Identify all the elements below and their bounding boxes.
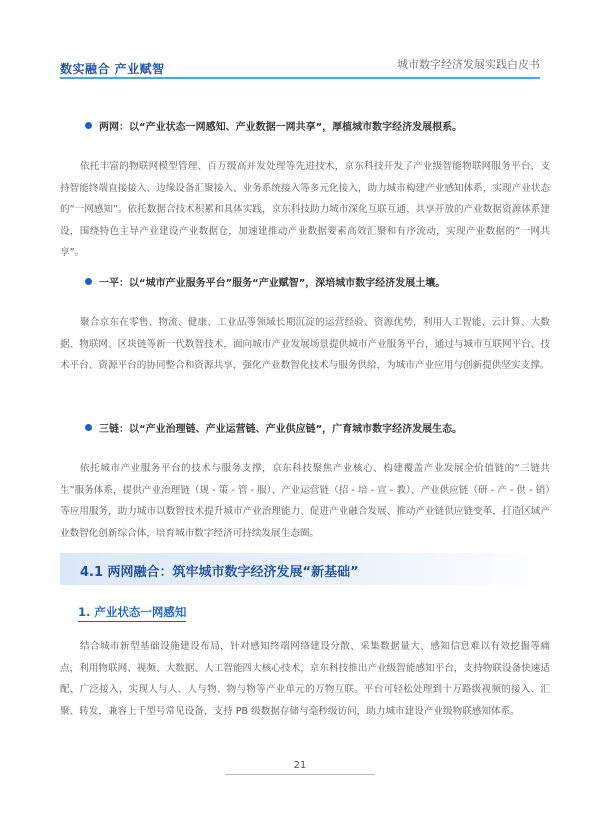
header-divider <box>60 77 540 79</box>
footer-divider <box>225 774 375 775</box>
chapter-title-band <box>60 553 550 585</box>
section-heading <box>60 276 550 292</box>
section-heading <box>60 120 550 136</box>
section-paragraph: 聚合京东在零售、物流、健康、工业品等领域长期沉淀的运营经验、资源优势，利用人工智能、云计算、大数据、物联网、区块链等新一代数智技术，面向城市产业发展场景提供城市产业服务平台，通过与城市互联网平台、技术平台、资源平台的协同整合和资源共享，强化产业数智化技术与服务供给，为城市产业应用与创新提供坚实支撑。 <box>60 317 550 371</box>
subsection-body <box>60 636 550 722</box>
section-one-platform <box>60 276 550 377</box>
page-number: 21 <box>293 760 307 771</box>
section-paragraph: 依托城市产业服务平台的技术与服务支撑，京东科技聚焦产业核心、构建覆盖产业发展全价值链的“三链共生”服务体系，提供产业治理链（规 - 策 - 管 - 服）、产业运营链（招 - 培 - 宣 - 教）、产业供应链（研 - 产 - 供 - 销）等应用服务，助力城市以数智技术提升城市产业治理能力、促进产业融合发展、推动产业链供应链变革，打造区域产业数智化创新综合体，培育城市数字经济可持续发展生态圈。 <box>60 463 550 539</box>
section-three-chains <box>60 422 550 544</box>
section-heading-text: 两网：以“产业状态一网感知、产业数据一网共享”，厚植城市数字经济发展根系。 <box>99 122 463 133</box>
section-heading <box>60 422 550 438</box>
chapter-title: 4.1 两网融合：筑牢城市数字经济发展“新基础” <box>80 565 359 580</box>
subsection-paragraph: 结合城市新型基础设施建设布局，针对感知终端网络建设分散、采集数据量大、感知信息难以有效挖掘等痛点，利用物联网、视频、大数据、人工智能四大核心技术，京东科技推出产业级智能感知平台，支持物联设备快速适配、广泛接入，实现人与人、人与物、物与物等产业单元的万物互联。平台可轻松处理到十万路级视频的接入、汇聚、转发，兼容上千型号常见设备，支持 PB 级数据存储与毫秒级访问，助力城市建设产业级物联感知体系。 <box>60 641 550 717</box>
section-paragraph: 依托丰富的物联网模型管理、百万级高并发处理等先进技术，京东科技开发了产业级智能物联网服务平台，支持智能终端直接接入、边缘设备汇聚接入、业务系统接入等多元化接入，助力城市构建产业感知体系，实现产业状态的“一网感知”。依托数据合技术积累和具体实践，京东科技助力城市深化互联互通、共享开放的产业数据资源体系建设，围绕特色主导产业建设产业数据仓，加速建推动产业数据要素高效汇聚和有序流动，实现产业数据的“一网共享”。 <box>60 161 550 258</box>
section-heading-text: 一平：以“城市产业服务平台”服务“产业赋智”，深培城市数字经济发展土壤。 <box>99 278 446 289</box>
subsection-title: 1. 产业状态一网感知 <box>78 604 186 622</box>
bullet-dot-icon <box>85 122 92 129</box>
bullet-dot-icon <box>85 278 92 285</box>
header-left-title: 数实融合 产业赋智 <box>60 62 165 76</box>
header-right-title: 城市数字经济发展实践白皮书 <box>397 58 540 71</box>
bullet-dot-icon <box>85 424 92 431</box>
section-heading-text: 三链：以“产业治理链、产业运营链、产业供应链”，广育城市数字经济发展生态。 <box>99 424 463 435</box>
section-two-networks <box>60 120 550 264</box>
